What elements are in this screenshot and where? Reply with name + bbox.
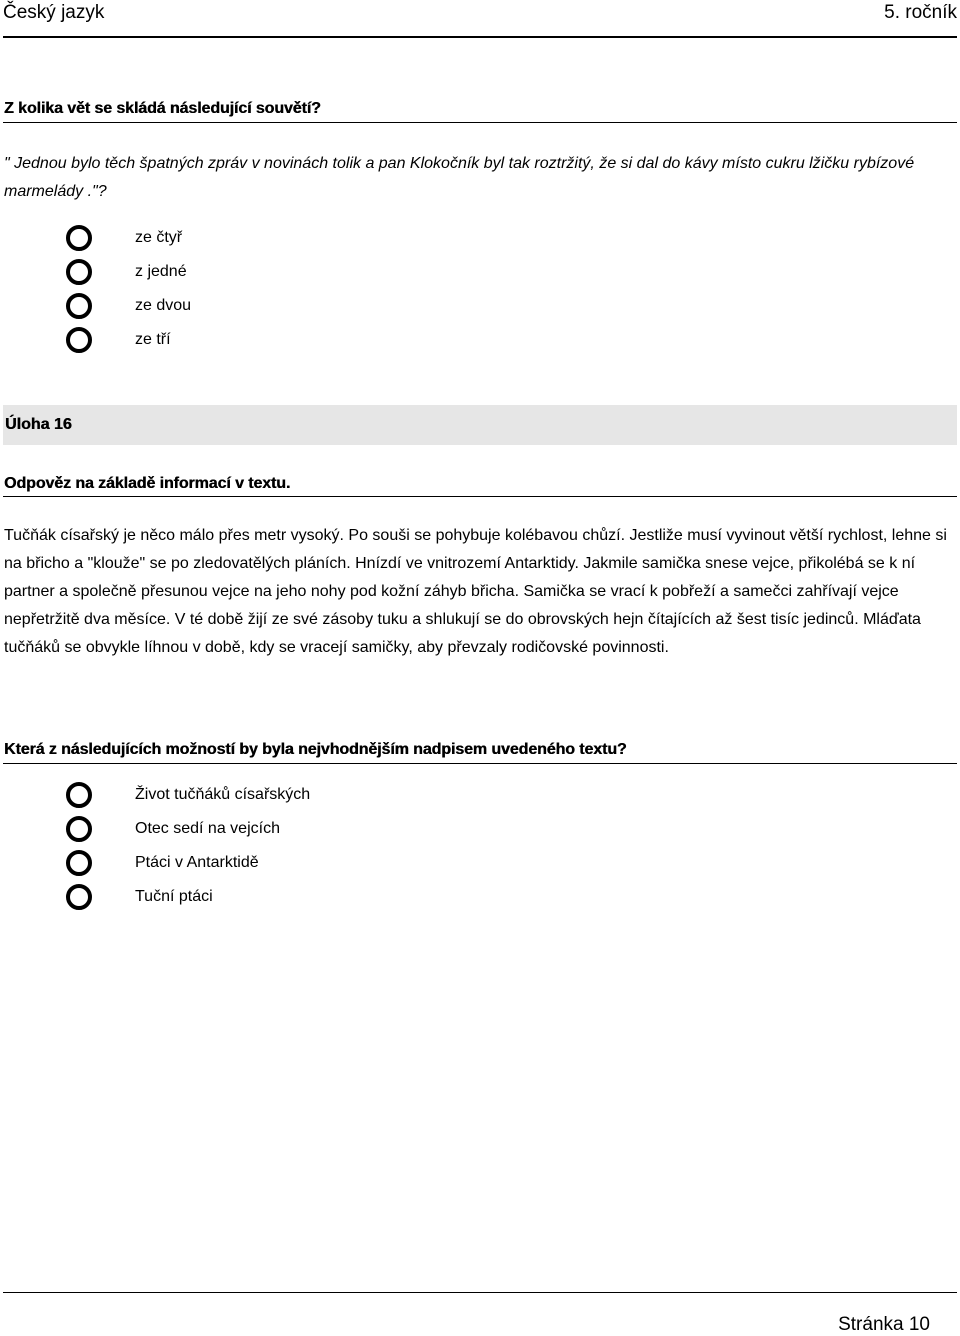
task-header-bar: [3, 405, 957, 445]
radio-button-icon[interactable]: [66, 850, 92, 876]
option-label: z jedné: [135, 263, 187, 280]
footer-rule: [3, 1292, 957, 1293]
question-2-title: Která z následujících možností by byla nejvhodnějším nadpisem uvedeného textu?: [4, 741, 627, 758]
radio-button-icon[interactable]: [66, 782, 92, 808]
option-label: Život tučňáků císařských: [135, 786, 311, 803]
question-2-rule: [3, 763, 957, 764]
header-subject: Český jazyk: [3, 2, 105, 23]
answer-option[interactable]: [66, 778, 310, 812]
option-label: ze dvou: [135, 297, 192, 314]
radio-button-icon[interactable]: [66, 884, 92, 910]
question-1-quote: " Jednou bylo těch špatných zpráv v novinách tolik a pan Klokočník byl tak roztržitý, že si dal do kávy místo cukru lžičku rybízové marmelády ."?: [4, 155, 915, 200]
page-number: Stránka 10: [838, 1314, 930, 1335]
header-rule: [3, 36, 957, 38]
reading-passage: Tučňák císařský je něco málo přes metr vysoký. Po souši se pohybuje kolébavou chůzí. Jestliže musí vyvinout větší rychlost, lehne si na břicho a "klouže" se po zledovatělých pláních. Hnízdí ve vnitrozemí Antarktidy. Jakmile samička snese vejce, přikolébá se k ní partner a společně přesunou vejce na jeho nohy pod kožní záhyb břicha. Samička se vrací k pobřeží a samečci zahřívají vejce nepřetržitě dva měsíce. V té době žijí ze své zásoby tuku a shlukují se do obrovských hejn čítajících až šest tisíc jedinců. Mláďata tučňáků se obvykle líhnou v době, kdy se vracejí samičky, aby převzaly rodičovské povinnosti.: [4, 527, 947, 656]
answer-option[interactable]: [66, 812, 310, 846]
option-label: Tuční ptáci: [135, 888, 213, 905]
option-label: ze čtyř: [135, 229, 183, 246]
question-1-title: Z kolika vět se skládá následující souvětí?: [4, 100, 321, 117]
answer-option[interactable]: [66, 323, 191, 357]
radio-button-icon[interactable]: [66, 225, 92, 251]
option-label: Otec sedí na vejcích: [135, 820, 280, 837]
question-1-rule: [3, 122, 957, 123]
radio-button-icon[interactable]: [66, 259, 92, 285]
question-1-options: [66, 221, 191, 357]
task-instruction: Odpověz na základě informací v textu.: [4, 475, 291, 492]
answer-option[interactable]: [66, 289, 191, 323]
option-label: Ptáci v Antarktidě: [135, 854, 259, 871]
task-instruction-rule: [3, 496, 957, 497]
answer-option[interactable]: [66, 880, 310, 914]
answer-option[interactable]: [66, 221, 191, 255]
option-label: ze tří: [135, 331, 171, 348]
task-title: Úloha 16: [5, 416, 72, 433]
answer-option[interactable]: [66, 255, 191, 289]
radio-button-icon[interactable]: [66, 816, 92, 842]
header-grade: 5. ročník: [884, 2, 957, 23]
radio-button-icon[interactable]: [66, 327, 92, 353]
radio-button-icon[interactable]: [66, 293, 92, 319]
question-2-options: [66, 778, 310, 914]
answer-option[interactable]: [66, 846, 310, 880]
